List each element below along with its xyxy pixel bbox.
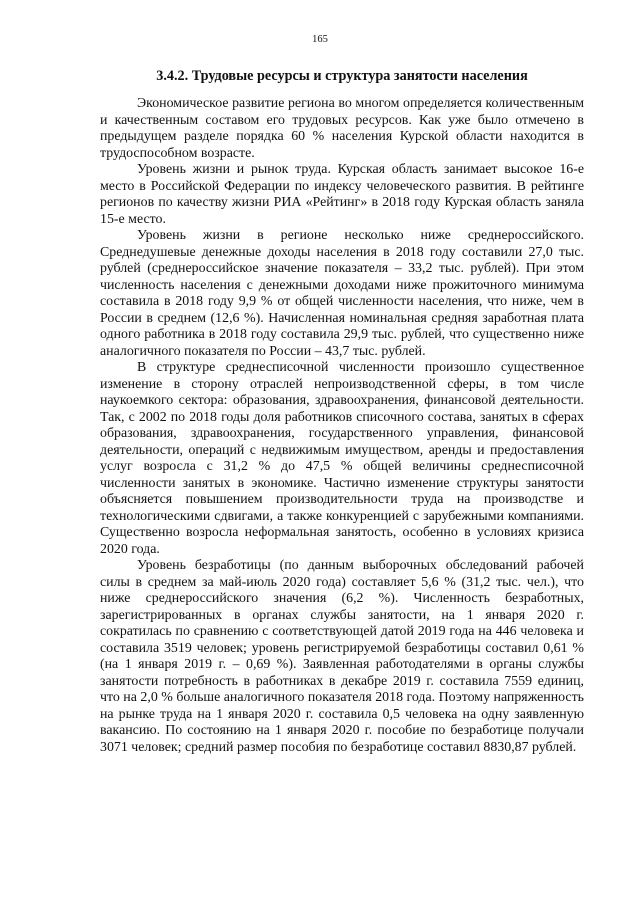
body-text — [100, 96, 584, 756]
paragraph-income: Уровень жизни в регионе несколько ниже среднероссийского. Среднедушевые денежные доходы населения в 2018 году составили 27,0 тыс. рублей (среднероссийское значение показателя – 33,2 тыс. рублей). При этом численность населения с денежными доходами ниже прожиточного минимума составила в 2018 году 9,9 % от общей численности населения, что ниже, чем в России в среднем (12,6 %). Начисленная номинальная средняя заработная плата одного работника в 2018 году составила 29,9 тыс. рублей, что существенно ниже аналогичного показателя по России – 43,7 тыс. рублей. — [100, 228, 584, 359]
paragraph-unemployment: Уровень безработицы (по данным выборочных обследований рабочей силы в среднем за май-июль 2020 года) составляет 5,6 % (31,2 тыс. чел.), что ниже среднероссийского значения (6,2 %). Численность безработных, зарегистрированных в органах службы занятости, на 1 января 2020 г. сократилась по сравнению с соответствующей датой 2019 года на 446 человека и составила 3519 человек; уровень регистрируемой безработицы составил 0,61 % (на 1 января 2019 г. – 0,69 %). Заявленная работодателями в органы службы занятости потребность в работниках в декабре 2019 г. составила 7559 единиц, что на 2,0 % больше аналогичного показателя 2018 года. Поэтому напряженность на рынке труда на 1 января 2020 г. составила 0,5 человека на одну заявленную вакансию. По состоянию на 1 января 2020 г. пособие по безработице получали 3071 человек; средний размер пособия по безработице составил 8830,87 рублей. — [100, 558, 584, 755]
paragraph-employment-structure: В структуре среднесписочной численности произошло существенное изменение в сторону отраслей непроизводственной сферы, в том числе наукоемкого сектора: образования, здравоохранения, финансовой деятельности. Так, с 2002 по 2018 годы доля работников списочного состава, занятых в сферах образования, здравоохранения, государственного управления, финансовой деятельности, операций с недвижимым имуществом, аренды и предоставления услуг возросла с 31,2 % до 47,5 % общей величины среднесписочной численности занятых в экономике. Частично изменение структуры занятости объясняется повышением производительности труда на производстве и технологическими сдвигами, а также конкуренцией с зарубежными компаниями. Существенно возросла неформальная занятость, особенно в условиях кризиса 2020 года. — [100, 360, 584, 557]
paragraph-intro: Экономическое развитие региона во многом определяется количественным и качественным составом его трудовых ресурсов. Как уже было отмечено в предыдущем разделе порядка 60 % населения Курской области находится в трудоспособном возрасте. — [100, 96, 584, 161]
paragraph-living-standards: Уровень жизни и рынок труда. Курская область занимает высокое 16-е место в Российской Федерации по индексу человеческого развития. В рейтинге регионов по качеству жизни РИА «Рейтинг» в 2018 году Курская область заняла 15-е место. — [100, 162, 584, 227]
section-heading: 3.4.2. Трудовые ресурсы и структура занятости населения — [156, 68, 528, 84]
page-number: 165 — [312, 34, 328, 45]
